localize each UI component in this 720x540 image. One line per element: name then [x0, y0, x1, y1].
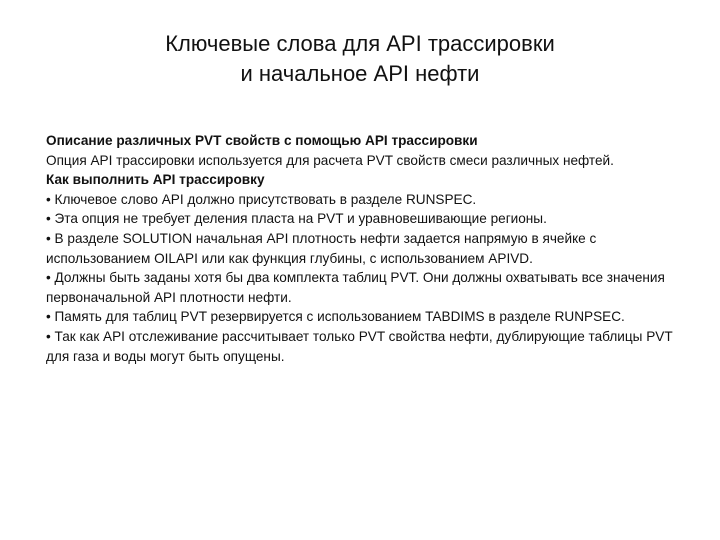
bullet-item: • Должны быть заданы хотя бы два комплекта таблиц PVT. Они должны охватывать все значения первоначальной API плотности нефти. [46, 270, 665, 305]
bullet-item: • В разделе SOLUTION начальная API плотность нефти задается напрямую в ячейке с использованием OILAPI или как функция глубины, с использованием APIVD. [46, 230, 597, 266]
section-heading-pvt-description: Описание различных PVT свойств с помощью API трассировки [46, 133, 478, 148]
section-heading-how-to: Как выполнить API трассировку [46, 172, 265, 188]
slide-title-line-2: и начальное API нефти [240, 60, 480, 86]
slide-title [0, 29, 720, 89]
bullet-item: • Память для таблиц PVT резервируется с использованием TABDIMS в разделе RUNPSEC. [46, 309, 625, 325]
slide-body [46, 131, 686, 366]
bullet-item: • Так как API отслеживание рассчитывает только PVT свойства нефти, дублирующие таблицы PVT для газа и воды могут быть опущены. [46, 328, 673, 364]
bullet-item: • Ключевое слово API должно присутствовать в разделе RUNSPEC. [46, 191, 477, 207]
bullet-item: • Эта опция не требует деления пласта на PVT и уравновешивающие регионы. [46, 211, 547, 227]
slide-title-line-1: Ключевые слова для API трассировки [165, 30, 555, 56]
section-text-pvt-description: Опция API трассировки используется для расчета PVT свойств смеси различных нефтей. [46, 152, 614, 168]
